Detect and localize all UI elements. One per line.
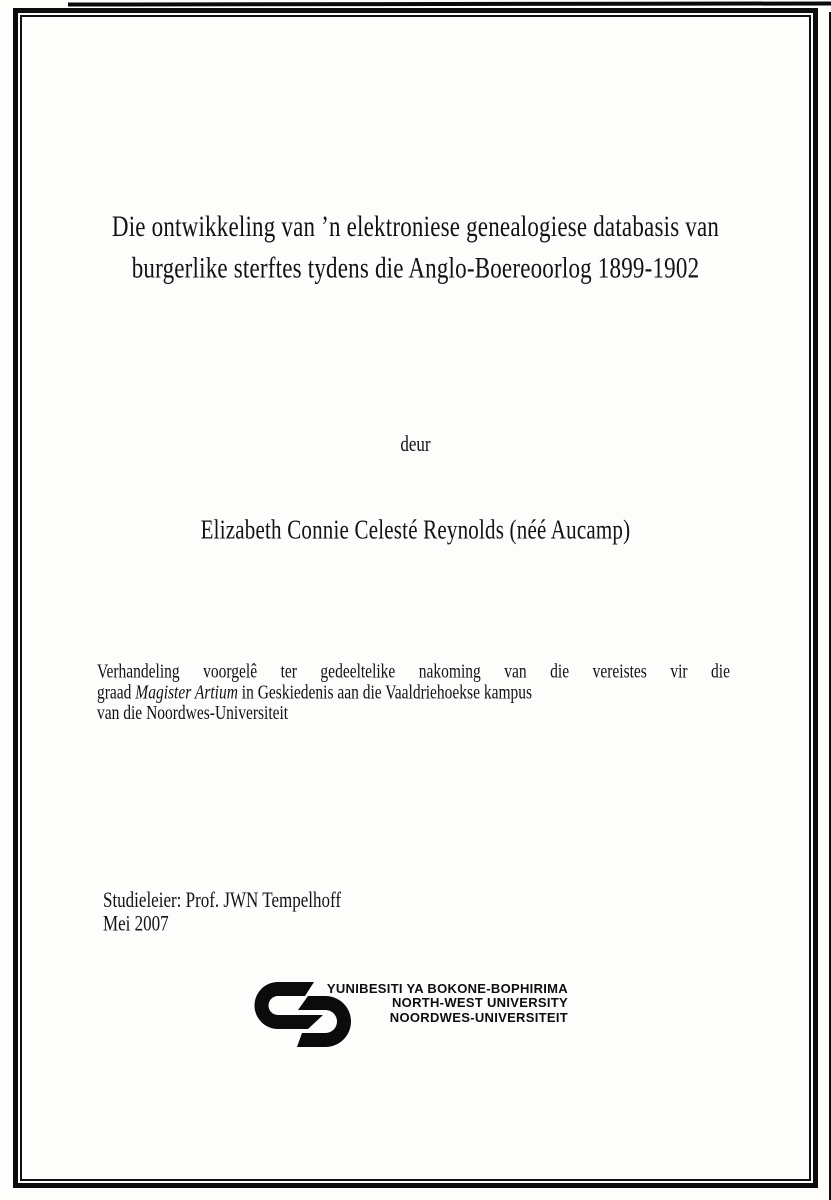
thesis-title [0, 206, 831, 289]
thesis-title-line1: Die ontwikkeling van ’n elektroniese genealogiese databasis van [111, 209, 720, 243]
supervisor-block [103, 889, 341, 935]
degree-statement-line2-prefix: graad [97, 681, 136, 704]
thesis-title-line2: burgerlike sterftes tydens die Anglo-Boereoorlog 1899-1902 [131, 251, 700, 284]
supervisor-line: Studieleier: Prof. JWN Tempelhoff [103, 887, 342, 913]
degree-statement-line2 [97, 683, 730, 704]
degree-statement-line3: van die Noordwes-Universiteit [97, 702, 289, 725]
degree-statement [97, 662, 730, 724]
author-name: Elizabeth Connie Celesté Reynolds (néé Aucamp) [200, 514, 631, 546]
date-line: Mei 2007 [103, 910, 169, 936]
nwu-name-afrikaans: NOORDWES-UNIVERSITEIT [389, 1009, 568, 1025]
nwu-logo-text [288, 982, 568, 1025]
degree-statement-line2-suffix: in Geskiedenis aan die Vaaldriehoekse kampus [237, 681, 533, 704]
nwu-name-setswana: YUNIBESITI YA BOKONE-BOPHIRIMA [326, 981, 568, 996]
scan-edge-artifact-top [68, 1, 831, 6]
degree-statement-line1: Verhandeling voorgelê ter gedeeltelike nakoming van die vereistes vir die [97, 660, 730, 683]
byline: deur [400, 431, 431, 456]
degree-name: Magister Artium [135, 681, 238, 704]
nwu-name-english: NORTH-WEST UNIVERSITY [391, 995, 568, 1011]
